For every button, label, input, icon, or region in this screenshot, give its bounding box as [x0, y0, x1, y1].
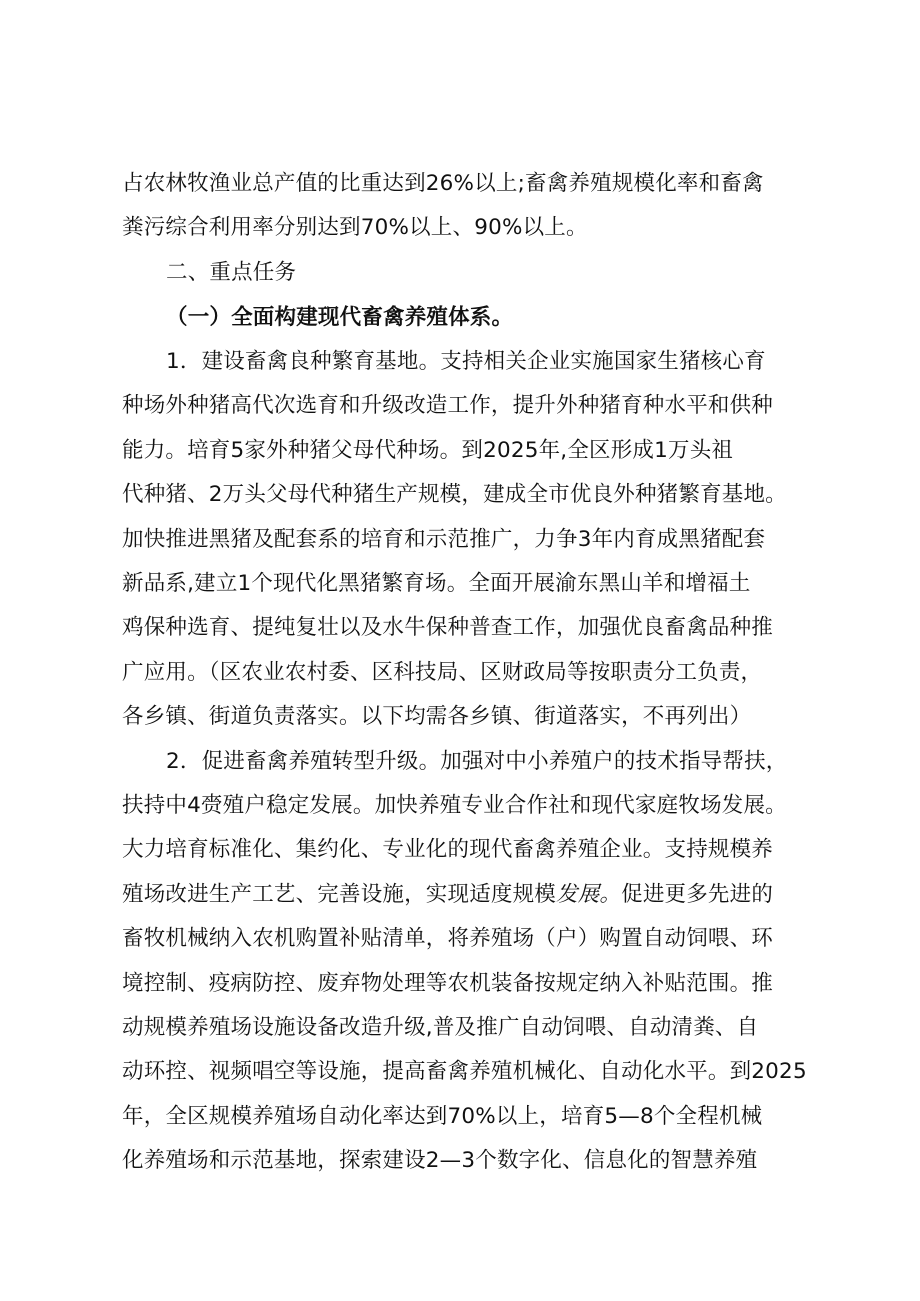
item1-line-4: 代种猪、2万头父母代种猪生产规模，建成全市优良外种猪繁育基地。: [122, 482, 787, 507]
item2-line-6: 境控制、疫病防控、废弃物处理等农机装备按规定纳入补贴范围。推: [122, 971, 774, 996]
item2-line-4: [122, 880, 773, 910]
item1-line-1: 1．建设畜禽良种繁育基地。支持相关企业实施国家生猪核心育: [166, 349, 766, 374]
item2-line-10: 化养殖场和示范基地，探索建设2—3个数字化、信息化的智慧养殖: [122, 1148, 758, 1173]
item2-line-2: 扶持中4赍殖户稳定发展。加快养殖专业合作社和现代家庭牧场发展。: [122, 793, 787, 818]
item2-line-4-end: 促进更多先进的: [621, 882, 774, 907]
item2-line-4-italic: 发展。: [556, 882, 622, 907]
item1-line-3: 能力。培育5家外种猪父母代种场。到2025年,全区形成1万头祖: [122, 438, 734, 463]
item2-line-4-start: 殖场改进生产工艺、完善设施，实现适度规模: [122, 882, 557, 907]
subsection-heading: （一）全面构建现代畜禽养殖体系。: [166, 305, 514, 330]
item2-line-9: 年，全区规模养殖场自动化率达到70%以上，培育5—8个全程机械: [122, 1104, 763, 1129]
item1-line-9: 各乡镇、街道负责落实。以下均需各乡镇、街道落实，不再列出）: [122, 704, 752, 729]
item1-line-7: 鸡保种选育、提纯复壮以及水牛保种普查工作，加强优良畜禽品种推: [122, 615, 774, 640]
item2-line-5: 畜牧机械纳入农机购置补贴清单，将养殖场（户）购置自动饲喂、环: [122, 926, 774, 951]
item1-line-6: 新品系,建立1个现代化黑猪繁育场。全面开展渝东黑山羊和增福土: [122, 571, 751, 596]
item1-line-5: 加快推进黑猪及配套系的培育和示范推广，力争3年内育成黑猪配套: [122, 527, 766, 552]
item2-line-8: 动环控、视频唱空等设施，提高畜禽养殖机械化、自动化水平。到2025: [122, 1059, 807, 1084]
item2-line-7: 动规模养殖场设施设备改造升级,普及推广自动饲喂、自动清粪、自: [122, 1015, 759, 1040]
item1-line-2: 种场外种猪高代次选育和升级改造工作，提升外种猪育种水平和供种: [122, 393, 774, 418]
item2-line-1: 2．促进畜禽养殖转型升级。加强对中小养殖户的技术指导帮扶，: [166, 749, 788, 774]
intro-line-2: 粪污综合利用率分别达到70%以上、90%以上。: [122, 215, 588, 240]
intro-line-1: 占农林牧渔业总产值的比重达到26%以上;畜禽养殖规模化率和畜禽: [122, 171, 764, 196]
item1-line-8: 广应用。（区农业农村委、区科技局、区财政局等按职责分工负责，: [122, 660, 763, 685]
section-heading: 二、重点任务: [166, 260, 297, 285]
item2-line-3: 大力培育标准化、集约化、专业化的现代畜禽养殖企业。支持规模养: [122, 837, 774, 862]
